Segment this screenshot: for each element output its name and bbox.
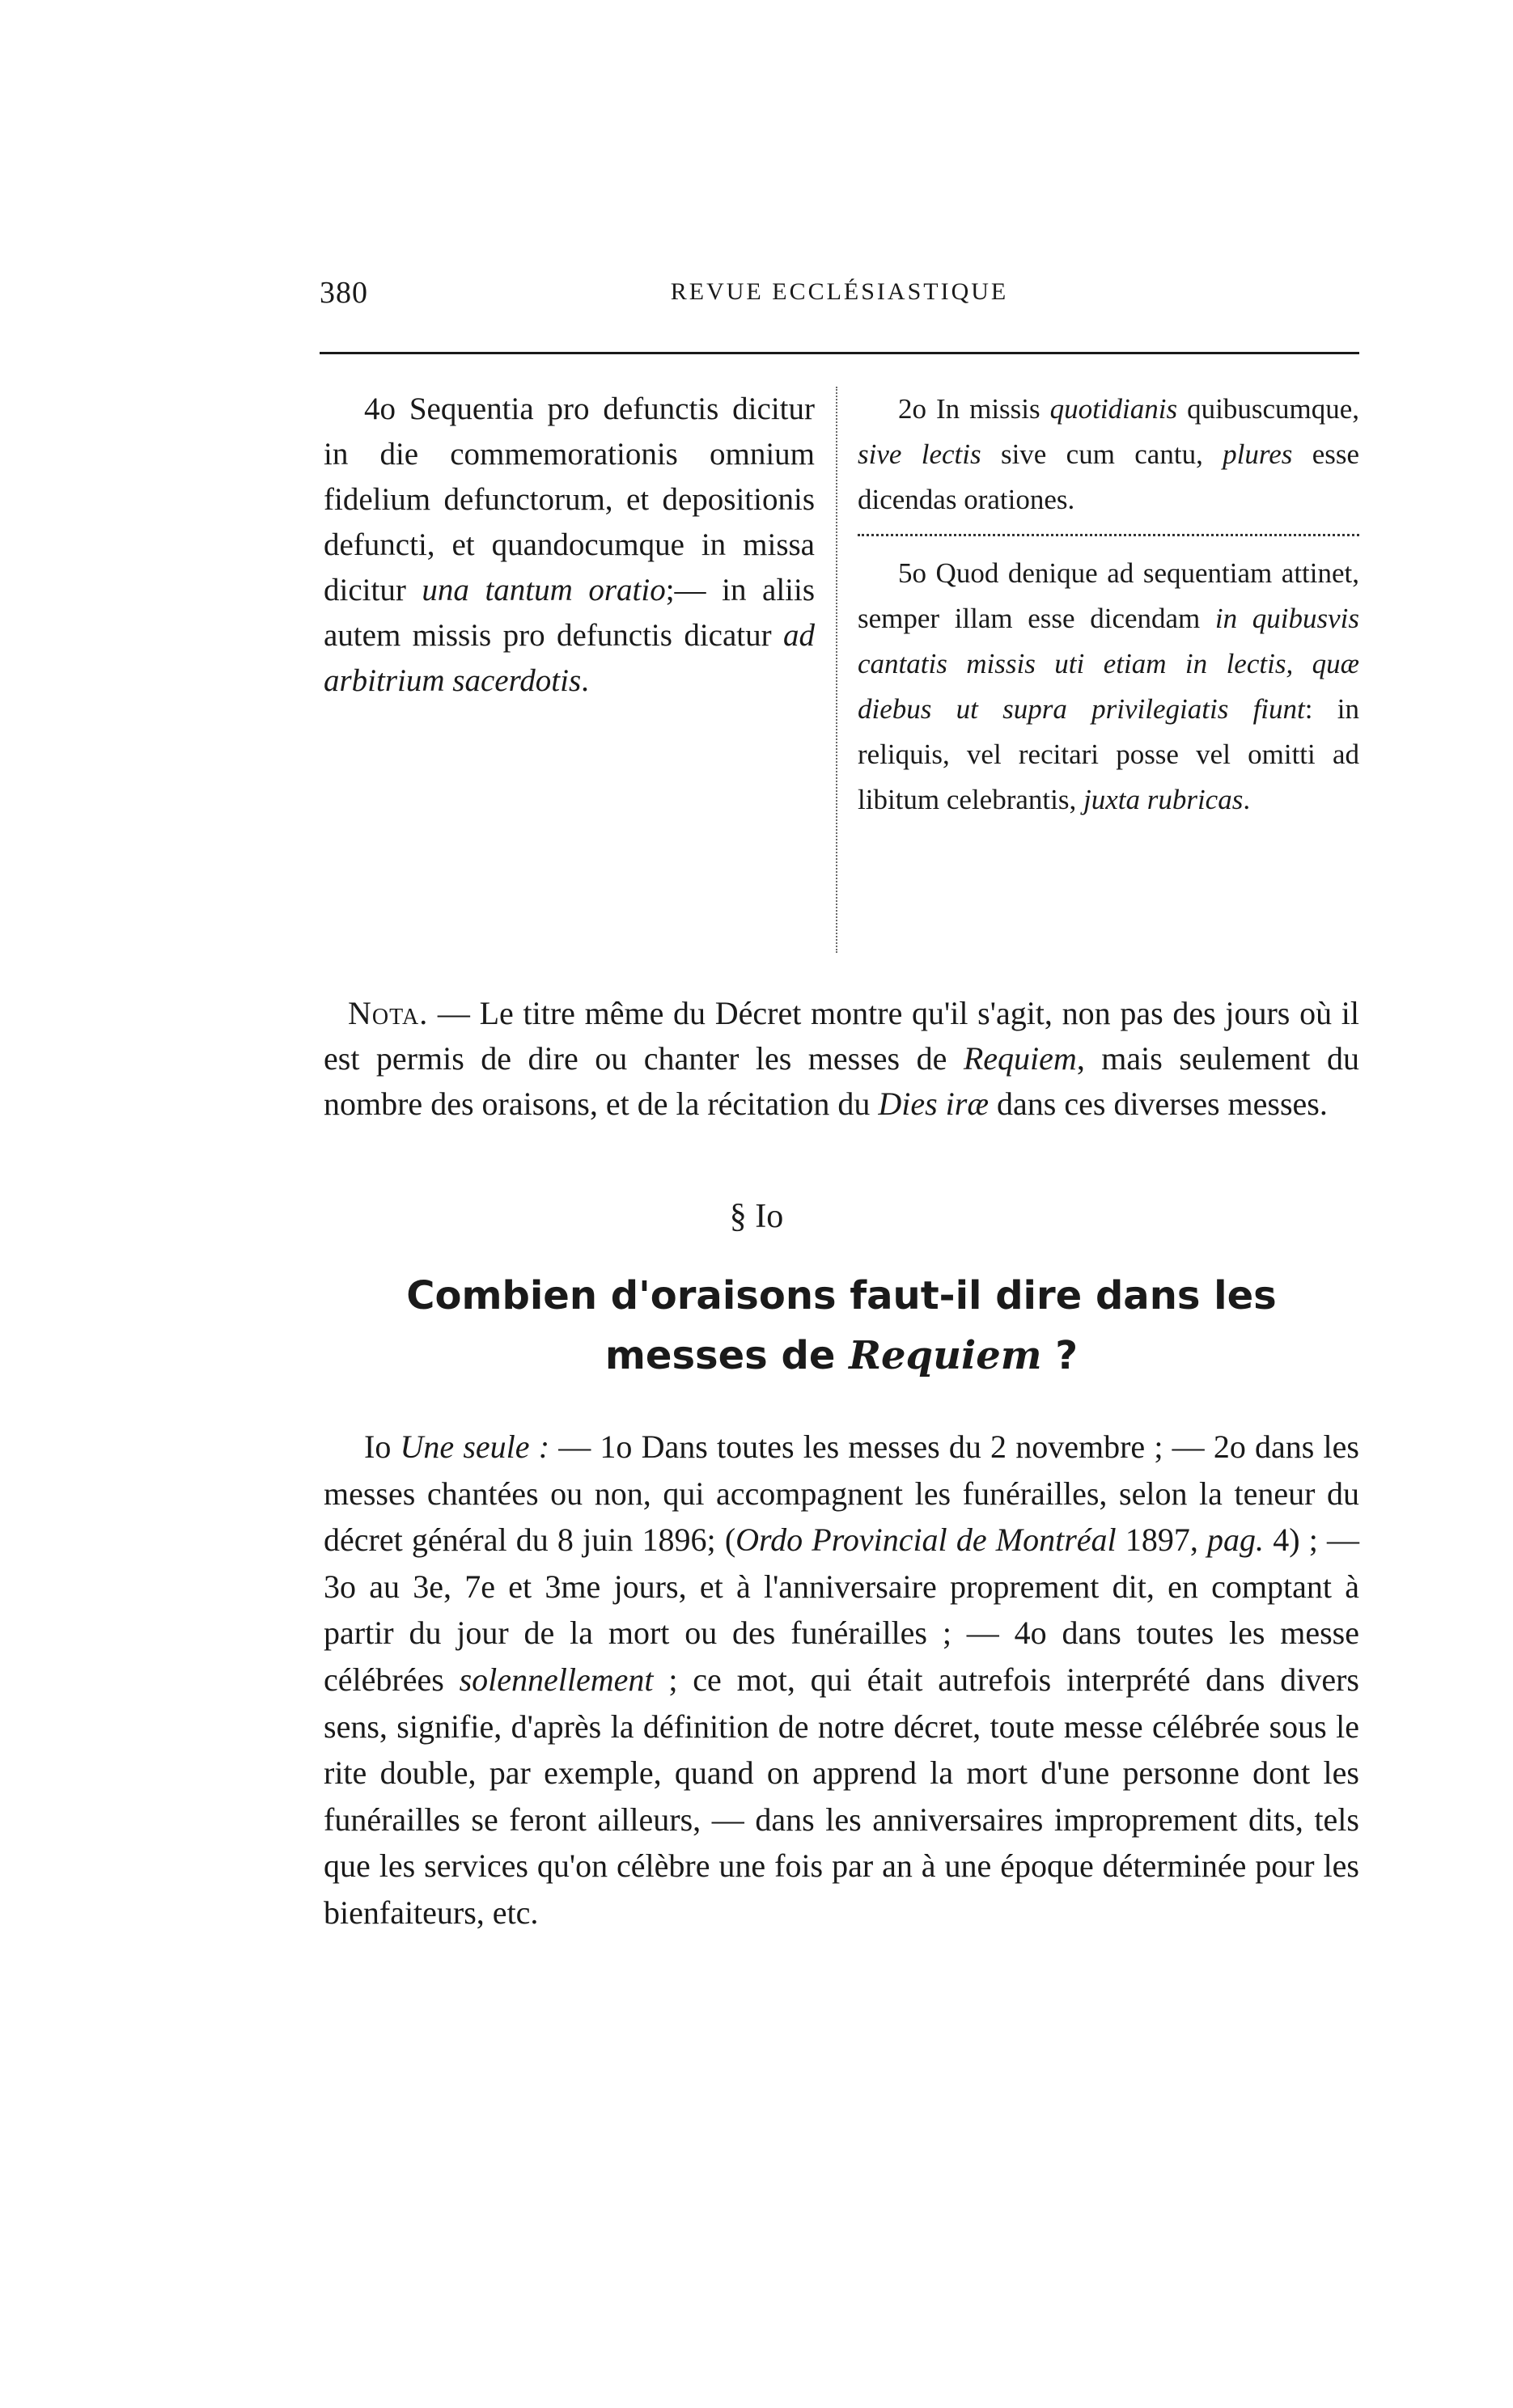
- column-divider: [836, 387, 837, 953]
- section-mark: § Io: [729, 1198, 784, 1235]
- page-number: 380: [320, 276, 368, 310]
- right-paragraph-5: 5o Quod denique ad sequentiam attinet, semper illam esse dicendam in quibusvis cantatis missis uti etiam in lectis, quæ diebus ut supra privilegiatis fiunt: in reliquis, vel recitari posse vel omitti ad libitum celebrantis, juxta rubricas.: [858, 557, 1359, 815]
- section-heading: Combien d'oraisons faut-il dire dans les messes de Requiem ?: [406, 1273, 1277, 1378]
- left-paragraph: 4o Sequentia pro defunctis dicitur in die commemorationis omnium fidelium defunctorum, et depositionis defuncti, et quandocumque in missa dicitur una tantum oratio;— in aliis autem missis pro defunctis dicatur ad arbitrium sacerdotis.: [324, 391, 815, 698]
- running-title: REVUE ECCLÉSIASTIQUE: [670, 278, 1009, 305]
- right-paragraph-2: 2o In missis quotidianis quibuscumque, sive lectis sive cum cantu, plures esse dicendas orationes.: [858, 393, 1360, 515]
- body-paragraph: Io Une seule : — 1o Dans toutes les messes du 2 novembre ; — 2o dans les messes chantées ou non, qui accompagnent les funérailles, selon la teneur du décret général du 8 juin 1896; (Ordo Provincial de Montréal 1897, pag. 4) ; — 3o au 3e, 7e et 3me jours, et à l'anniversaire proprement dit, en comptant à partir du jour de la mort ou des funérailles ; — 4o dans toutes les messe célébrées solennellement ; ce mot, qui était autrefois interprété dans divers sens, signifie, d'après la définition de notre décret, toute messe célébrée sous le rite double, par exemple, quand on apprend la mort d'une personne dont les funérailles se feront ailleurs, — dans les anniversaires improprement dits, tels que les services qu'on célèbre une fois par an à une époque déterminée pour les bienfaiteurs, etc.: [324, 1428, 1360, 1931]
- two-column-section: [324, 387, 1359, 969]
- right-column: [858, 387, 1359, 823]
- running-head: [320, 275, 1359, 324]
- left-column: [324, 387, 815, 704]
- header-rule: [320, 352, 1359, 354]
- omission-dots: [858, 534, 1359, 536]
- nota-paragraph: Nota. — Le titre même du Décret montre qu'il s'agit, non pas des jours où il est permis de dire ou chanter les messes de Requiem, mais seulement du nombre des oraisons, et de la récitation du Dies iræ dans ces diverses messes.: [324, 995, 1359, 1122]
- nota-label: Nota.: [348, 995, 429, 1031]
